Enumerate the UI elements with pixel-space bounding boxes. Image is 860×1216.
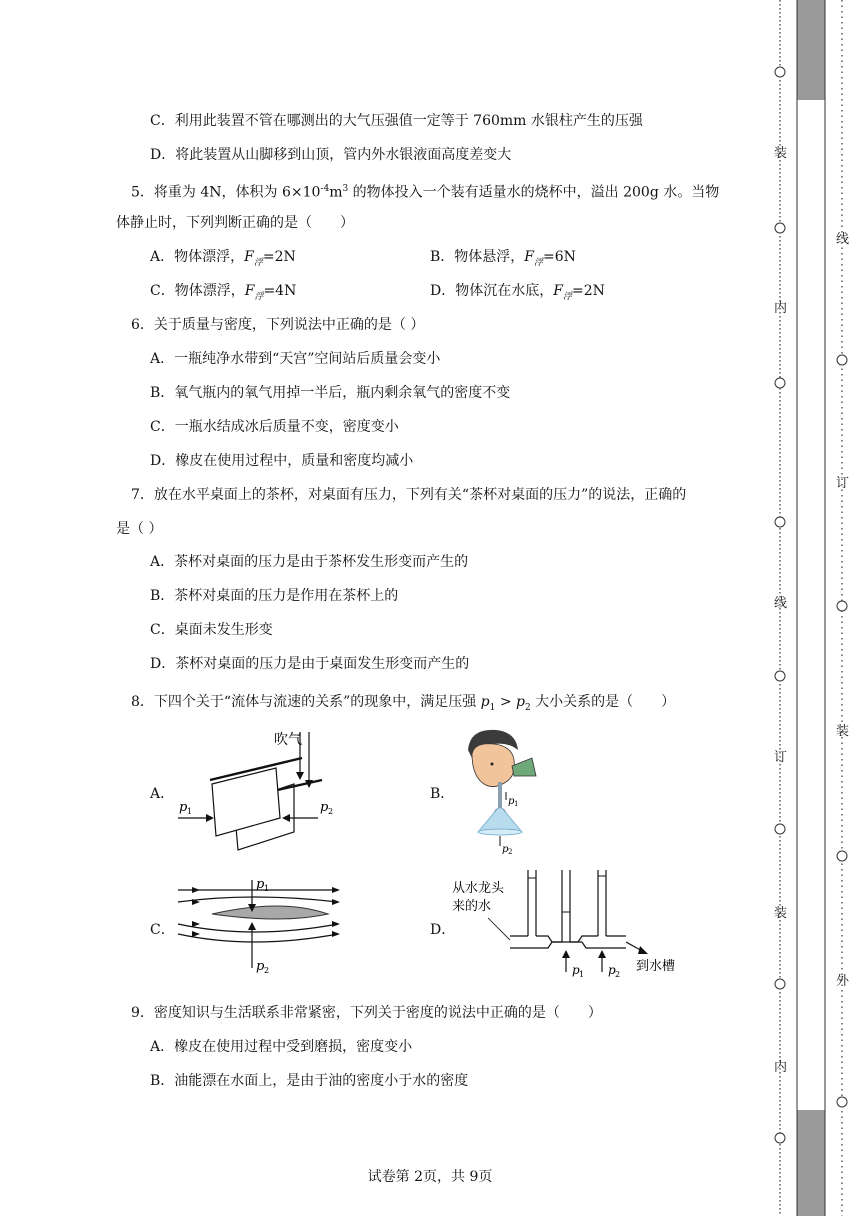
- binding-inner-char-4: 订: [774, 750, 788, 765]
- force-symbol: F: [244, 283, 255, 299]
- q5-option-d: [430, 282, 605, 306]
- q5-option-c-value: =4N: [263, 283, 297, 299]
- force-subscript: 浮: [253, 257, 263, 268]
- fig-a-p1: p: [179, 800, 188, 815]
- fig-b-p2: p: [502, 844, 509, 855]
- fig-d-label-1: 从水龙头: [452, 881, 505, 896]
- fig-a-p2: p: [320, 800, 329, 815]
- q5-option-c: [150, 282, 296, 306]
- q5-option-a-text: A．物体漂浮，: [150, 249, 245, 265]
- binding-outer-char-1: 线: [836, 232, 850, 247]
- fig-c-p2-sub: 2: [264, 966, 270, 975]
- q4-option-d: D．将此装置从山脚移到山顶，管内外水银液面高度差变大: [150, 147, 512, 163]
- q4-option-c: C．利用此装置不管在哪测出的大气压强值一定等于 760mm 水银柱产生的压强: [150, 113, 643, 129]
- q8-figure-a: [172, 722, 352, 862]
- q7-stem-line2: 是（ ）: [116, 521, 163, 537]
- q5-option-b-value: =6N: [543, 249, 576, 265]
- q5-stem-line2: 体静止时，下列判断正确的是（ ）: [116, 215, 354, 231]
- force-symbol: F: [524, 249, 535, 265]
- q8-label-a: A．: [150, 786, 175, 802]
- q7-option-a: A．茶杯对桌面的压力是由于茶杯发生形变而产生的: [150, 554, 469, 570]
- q7-option-b: B．茶杯对桌面的压力是作用在茶杯上的: [150, 588, 399, 604]
- q9-option-b: B．油能漂在水面上，是由于油的密度小于水的密度: [150, 1073, 469, 1089]
- greater-than: >: [495, 694, 517, 710]
- page-footer: 试卷第 2页，共 9页: [367, 1169, 493, 1185]
- fig-d-label-2: 来的水: [452, 899, 492, 914]
- fig-a-label: 吹气: [274, 732, 302, 748]
- binding-outer-char-4: 外: [836, 974, 850, 989]
- fig-d-p1: p: [572, 963, 580, 977]
- q7-option-d: D．茶杯对桌面的压力是由于桌面发生形变而产生的: [150, 656, 470, 672]
- q8-figure-c: [172, 876, 352, 976]
- fig-c-p1: p: [256, 877, 265, 892]
- q5-option-b-text: B．物体悬浮，: [430, 249, 525, 265]
- q9-option-a: A．橡皮在使用过程中受到磨损，密度变小: [150, 1039, 413, 1055]
- q5-stem-part3: 的物体投入一个装有适量水的烧杯中，溢出 200g 水。当物: [348, 184, 720, 201]
- fig-d-p2-sub: 2: [615, 970, 621, 979]
- binding-inner-char-3: 线: [774, 596, 788, 611]
- binding-inner-char-1: 装: [774, 146, 788, 161]
- fig-b-p1-sub: 1: [514, 800, 519, 808]
- q5-option-a-value: =2N: [262, 249, 296, 265]
- force-symbol: F: [244, 249, 254, 265]
- q8-stem-text: 8．下四个关于“流体与流速的关系”的现象中，满足压强: [131, 694, 481, 710]
- q8-label-d: D．: [430, 922, 456, 938]
- q5-option-d-value: =2N: [571, 283, 605, 299]
- q5-option-d-text: D．物体沉在水底，: [430, 283, 554, 299]
- q5-stem-line1: [131, 180, 719, 202]
- q5-option-b: [430, 248, 576, 272]
- pressure-symbol: p: [516, 694, 525, 710]
- q8-label-b: B．: [430, 786, 455, 802]
- q6-stem: 6．关于质量与密度，下列说法中正确的是（ ）: [131, 317, 425, 333]
- q7-stem-line1: 7．放在水平桌面上的茶杯，对桌面有压力，下列有关“茶杯对桌面的压力”的说法，正确的: [131, 487, 687, 503]
- force-symbol: F: [553, 283, 563, 299]
- q5-stem-exp2: 3: [342, 184, 349, 194]
- fig-b-p2-sub: 2: [508, 848, 513, 856]
- pressure-sub-1: 1: [489, 702, 496, 713]
- q6-option-c: C．一瓶水结成冰后质量不变，密度变小: [150, 419, 399, 435]
- force-subscript: 浮: [254, 291, 264, 302]
- binding-inner-char-2: 内: [774, 301, 788, 316]
- q8-figure-d: [448, 866, 688, 982]
- force-subscript: 浮: [534, 257, 544, 268]
- fig-b-p1: p: [508, 796, 515, 807]
- binding-outer-char-3: 装: [836, 724, 850, 739]
- q8-stem: [131, 693, 675, 717]
- fig-c-p1-sub: 1: [264, 884, 270, 893]
- q5-stem-part1: 5．将重为 4N，体积为 6×10: [131, 184, 321, 201]
- q6-option-b: B．氧气瓶内的氧气用掉一半后，瓶内剩余氧气的密度不变: [150, 385, 511, 401]
- pressure-symbol: p: [480, 694, 490, 710]
- binding-margin: [756, 0, 860, 1216]
- q8-stem-tail: 大小关系的是（ ）: [530, 694, 676, 710]
- fig-d-p2: p: [608, 963, 616, 977]
- pressure-sub-2: 2: [524, 702, 531, 713]
- binding-outer-char-2: 订: [836, 476, 850, 491]
- fig-d-p1-sub: 1: [579, 970, 585, 979]
- q8-label-c: C．: [150, 922, 175, 938]
- q7-option-c: C．桌面未发生形变: [150, 622, 273, 638]
- q9-stem: 9．密度知识与生活联系非常紧密，下列关于密度的说法中正确的是（ ）: [131, 1005, 602, 1021]
- q6-option-a: A．一瓶纯净水带到“天宫”空间站后质量会变小: [150, 351, 441, 367]
- fig-c-p2: p: [256, 959, 265, 974]
- binding-inner-char-6: 内: [774, 1060, 788, 1075]
- force-subscript: 浮: [562, 291, 572, 302]
- q5-option-a: [150, 248, 296, 272]
- q8-figure-b: [458, 724, 548, 860]
- fig-a-p1-sub: 1: [187, 807, 193, 816]
- q6-option-d: D．橡皮在使用过程中，质量和密度均减小: [150, 453, 414, 469]
- fig-a-p2-sub: 2: [328, 807, 334, 816]
- binding-inner-char-5: 装: [774, 906, 788, 921]
- q5-stem-part2: m: [329, 184, 343, 201]
- fig-d-label-3: 到水槽: [636, 959, 676, 974]
- q5-stem-exp: -4: [320, 184, 330, 194]
- q5-option-c-text: C．物体漂浮，: [150, 283, 245, 299]
